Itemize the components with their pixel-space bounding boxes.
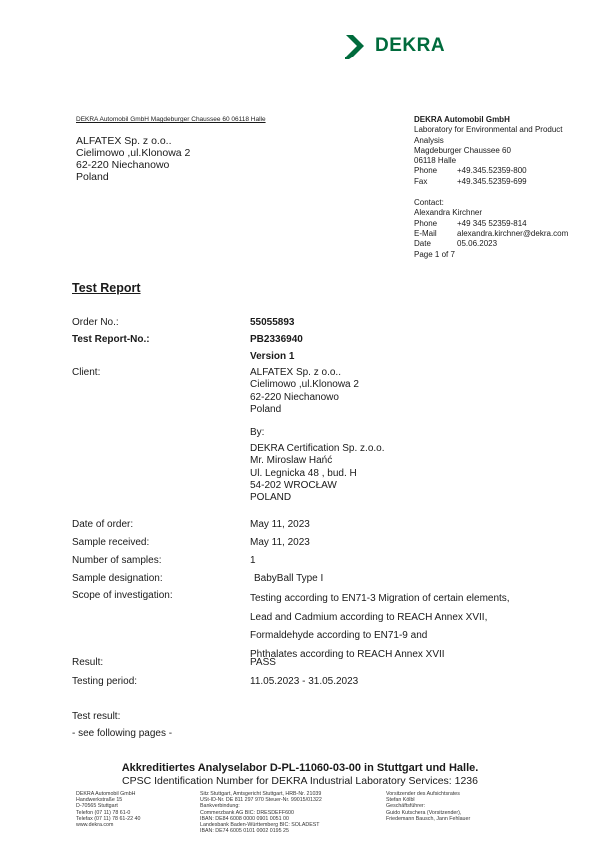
result-value: PASS bbox=[250, 657, 276, 668]
date-value: 05.06.2023 bbox=[457, 239, 498, 249]
designation-value: BabyBall Type I bbox=[254, 573, 324, 584]
footer-line: Bankverbindung: bbox=[200, 803, 240, 810]
scope-line: Lead and Cadmium according to REACH Annex XVII, bbox=[250, 611, 488, 623]
fax-label: Fax bbox=[414, 176, 428, 186]
report-date bbox=[414, 239, 589, 249]
version: Version 1 bbox=[250, 351, 295, 362]
by-line: Ul. Legnicka 48 , bud. H bbox=[250, 467, 357, 479]
num-samples-value: 1 bbox=[250, 555, 256, 566]
footer-line: Vorsitzender des Aufsichtsrates bbox=[386, 791, 460, 797]
footer-line: DEKRA Automobil GmbH bbox=[76, 791, 136, 797]
recipient-line: Cielimowo ,ul.Klonowa 2 bbox=[76, 147, 191, 159]
by-line: DEKRA Certification Sp. z.o.o. bbox=[250, 443, 385, 454]
by-line: POLAND bbox=[250, 492, 292, 504]
sample-received-value: May 11, 2023 bbox=[250, 537, 310, 548]
by-line: 54-202 WROCŁAW bbox=[250, 479, 337, 491]
result-label: Result: bbox=[72, 657, 104, 668]
see-following-pages: - see following pages - bbox=[72, 728, 173, 739]
office-line: Laboratory for Environmental and Product bbox=[414, 125, 563, 135]
sample-received-label: Sample received: bbox=[72, 537, 150, 548]
order-value: 55055893 bbox=[250, 317, 295, 328]
phone-label: Phone bbox=[414, 166, 438, 176]
recipient-line: Poland bbox=[76, 171, 109, 183]
office-line: Analysis bbox=[414, 135, 444, 145]
contact-phone bbox=[414, 219, 589, 229]
report-no-label: Test Report-No.: bbox=[72, 334, 150, 345]
footer-column-legal bbox=[200, 791, 322, 834]
client-line: ALFATEX Sp. z o.o.. bbox=[250, 367, 341, 378]
footer-line: USt-ID-Nr. DE 811 297 970 Steuer-Nr. 99015/01322 bbox=[200, 797, 322, 804]
report-no-value: PB2336940 bbox=[250, 334, 303, 345]
office-block bbox=[414, 115, 589, 260]
footer-line: Stefan Kölbl bbox=[386, 797, 415, 804]
date-of-order-value: May 11, 2023 bbox=[250, 519, 310, 530]
office-line: 06118 Halle bbox=[414, 156, 457, 166]
footer-line: Geschäftsführer: bbox=[386, 803, 426, 810]
by-label: By: bbox=[250, 427, 265, 438]
footer-line: www.dekra.com bbox=[76, 822, 114, 829]
contact-phone-value: +49 345 52359-814 bbox=[457, 218, 527, 228]
footer-line: Telefon (07 11) 78 61-0 bbox=[76, 809, 131, 816]
recipient-line: 62-220 Niechanowo bbox=[76, 159, 170, 171]
by-line: Mr. Miroslaw Hańć bbox=[250, 455, 333, 467]
footer-line: Guido Kutschera (Vorsitzender), bbox=[386, 809, 462, 816]
test-result-label: Test result: bbox=[72, 711, 121, 722]
dekra-logo bbox=[343, 33, 445, 59]
date-label: Date bbox=[414, 239, 431, 249]
scope-line: Testing according to EN71-3 Migration of certain elements, bbox=[250, 593, 510, 604]
contact-email bbox=[414, 229, 589, 239]
client-label: Client: bbox=[72, 367, 101, 378]
office-fax bbox=[414, 177, 589, 187]
footer-line: Telefax (07 11) 78 61-22 40 bbox=[76, 815, 141, 822]
report-title: Test Report bbox=[72, 281, 141, 295]
dekra-chevron-icon bbox=[343, 33, 367, 59]
cpsc-line: CPSC Identification Number for DEKRA Industrial Laboratory Services: 1236 bbox=[121, 775, 478, 787]
scope-value bbox=[250, 590, 510, 664]
contact-name: Alexandra Kirchner bbox=[414, 208, 483, 218]
phone-value: +49.345.52359-800 bbox=[457, 166, 527, 176]
office-line: Magdeburger Chaussee 60 bbox=[414, 145, 511, 155]
period-label: Testing period: bbox=[72, 676, 138, 687]
footer-line: IBAN: DE84 6008 0000 0901 0051 00 bbox=[200, 815, 289, 822]
scope-line: Formaldehyde according to EN71-9 and bbox=[250, 630, 428, 641]
order-label: Order No.: bbox=[72, 317, 119, 328]
client-line: Cielimowo ,ul.Klonowa 2 bbox=[250, 379, 359, 391]
client-line: Poland bbox=[250, 403, 282, 415]
footer-line: Commerzbank AG BIC: DRESDEFF600 bbox=[200, 809, 294, 816]
footer-column-management bbox=[386, 791, 470, 822]
footer-column-company bbox=[76, 791, 140, 828]
footer-line: Handwerkstraße 15 bbox=[76, 797, 123, 804]
scope-label: Scope of investigation: bbox=[72, 590, 173, 601]
client-address bbox=[250, 367, 359, 416]
recipient-address bbox=[76, 135, 190, 183]
sender-line: DEKRA Automobil GmbH Magdeburger Chaussee 60 06118 Halle bbox=[76, 116, 266, 123]
email-label: E-Mail bbox=[414, 228, 437, 238]
accreditation-line: Akkreditiertes Analyselabor D-PL-11060-03-00 in Stuttgart und Halle. bbox=[121, 762, 479, 774]
date-of-order-label: Date of order: bbox=[72, 519, 134, 530]
office-name: DEKRA Automobil GmbH bbox=[414, 115, 510, 124]
footer-line: IBAN: DE74 6005 0101 0002 0195 25 bbox=[200, 828, 289, 835]
brand-name: DEKRA bbox=[375, 35, 446, 56]
footer-line: D-70565 Stuttgart bbox=[76, 803, 118, 810]
contact-label: Contact: bbox=[414, 198, 444, 208]
contact-phone-label: Phone bbox=[414, 218, 438, 228]
email-value: alexandra.kirchner@dekra.com bbox=[457, 228, 569, 238]
designation-label: Sample designation: bbox=[72, 573, 163, 584]
scope-line: Phthalates according to REACH Annex XVII bbox=[250, 648, 445, 660]
footer-line: Landesbank Baden-Württemberg BIC: SOLADEST bbox=[200, 822, 320, 829]
office-phone bbox=[414, 166, 589, 176]
recipient-line: ALFATEX Sp. z o.o.. bbox=[76, 135, 172, 147]
page-number: Page 1 of 7 bbox=[414, 249, 455, 259]
num-samples-label: Number of samples: bbox=[72, 555, 162, 566]
period-value: 11.05.2023 - 31.05.2023 bbox=[250, 676, 359, 687]
footer-line: Sitz Stuttgart, Amtsgericht Stuttgart, HRB-Nr. 21039 bbox=[200, 791, 322, 797]
fax-value: +49.345.52359-699 bbox=[457, 176, 527, 186]
client-line: 62-220 Niechanowo bbox=[250, 391, 339, 403]
by-address bbox=[250, 443, 385, 504]
footer-line: Friedemann Bausch, Jann Fehlauer bbox=[386, 815, 471, 822]
